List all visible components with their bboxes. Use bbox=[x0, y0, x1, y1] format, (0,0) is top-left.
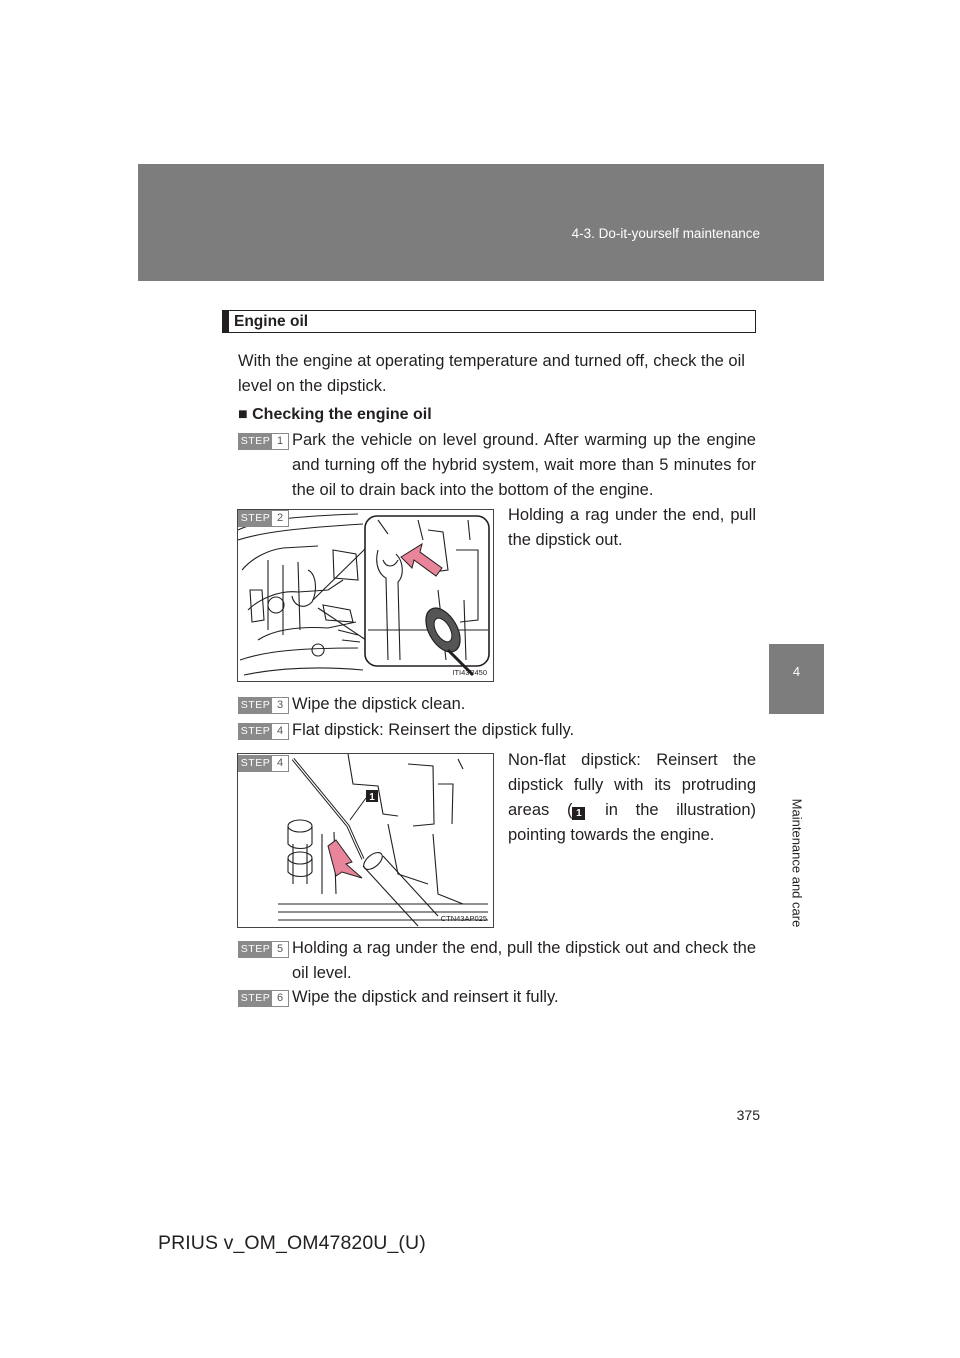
step-number: 1 bbox=[276, 435, 284, 447]
step-5-text: Holding a rag under the end, pull the dipstick out and check the oil level. bbox=[292, 939, 756, 982]
step-4-flat-text: Flat dipstick: Reinsert the dipstick fully. bbox=[292, 721, 575, 739]
step-4-text-before: Non-flat dipstick: Reinsert the dipstick fully with its protruding areas ( bbox=[508, 751, 756, 819]
page-number: 375 bbox=[736, 1107, 760, 1123]
svg-text:1: 1 bbox=[369, 792, 375, 803]
step-tag-3 bbox=[238, 697, 289, 714]
step-3-text: Wipe the dipstick clean. bbox=[292, 695, 466, 713]
step-tag-6 bbox=[238, 990, 289, 1007]
section-title: Engine oil bbox=[234, 313, 309, 330]
step-number: 5 bbox=[276, 943, 284, 955]
step-label: STEP bbox=[240, 992, 271, 1004]
step-label: STEP bbox=[240, 512, 271, 524]
step-6-text: Wipe the dipstick and reinsert it fully. bbox=[292, 988, 559, 1006]
step-number: 2 bbox=[276, 512, 284, 524]
header-band bbox=[138, 164, 824, 281]
step-tag-4-nonflat bbox=[238, 755, 289, 772]
step-tag-5 bbox=[238, 941, 289, 958]
step-tag-4-flat bbox=[238, 723, 289, 740]
chapter-number: 4 bbox=[792, 664, 801, 679]
chapter-tab bbox=[769, 644, 824, 714]
step-label: STEP bbox=[240, 943, 271, 955]
step-label: STEP bbox=[240, 435, 271, 447]
step-4-nonflat-text bbox=[508, 748, 756, 848]
step-number: 4 bbox=[276, 757, 284, 769]
figure-code: ITI43P450 bbox=[452, 668, 487, 677]
step-label: STEP bbox=[240, 699, 271, 711]
section-reference: 4-3. Do-it-yourself maintenance bbox=[571, 226, 760, 241]
step-2-text: Holding a rag under the end, pull the dipstick out. bbox=[508, 506, 756, 549]
step-4-text-after: in the illustration) pointing towards the engine. bbox=[508, 801, 756, 844]
dipstick-insert-illustration bbox=[237, 753, 494, 928]
step-number: 6 bbox=[276, 992, 284, 1004]
step-1-text: Park the vehicle on level ground. After warming up the engine and turning off the hybrid system, wait more than 5 minutes for the oil to drain back into the bottom of the engine. bbox=[292, 431, 756, 499]
step-tag-1 bbox=[238, 433, 289, 450]
chapter-label-text: Maintenance and care bbox=[789, 798, 805, 928]
protrusion-badge-icon: 1 bbox=[572, 807, 585, 820]
step-tag-2 bbox=[238, 510, 289, 527]
figure-code: CTN43AP025 bbox=[440, 914, 487, 923]
dipstick-pull-illustration bbox=[237, 509, 494, 682]
subheading: ■ Checking the engine oil bbox=[238, 406, 432, 423]
step-number: 4 bbox=[276, 725, 284, 737]
chapter-label bbox=[786, 760, 808, 966]
step-label: STEP bbox=[240, 757, 271, 769]
title-marker bbox=[223, 311, 229, 332]
section-title-bar bbox=[222, 310, 756, 333]
document-footer: PRIUS v_OM_OM47820U_(U) bbox=[158, 1232, 426, 1254]
step-label: STEP bbox=[240, 725, 271, 737]
step-number: 3 bbox=[276, 699, 284, 711]
intro-paragraph: With the engine at operating temperature and turned off, check the oil level on the dipstick. bbox=[238, 352, 745, 395]
